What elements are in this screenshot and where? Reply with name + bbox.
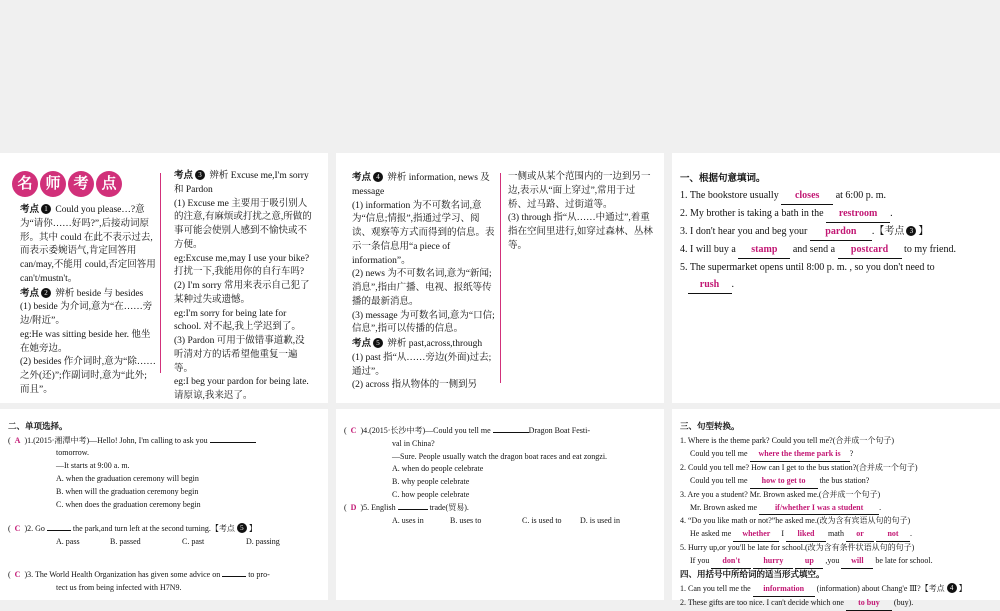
- badge-char: 点: [96, 171, 122, 197]
- choice-answer[interactable]: A: [14, 435, 21, 445]
- option: A. when the graduation ceremony will begin: [56, 473, 199, 483]
- choice-answer[interactable]: D: [350, 502, 357, 512]
- point-paragraph: (1) past 指“从……旁边(外面)过去;通过”。: [352, 352, 492, 377]
- section-title: 四、用括号中所给词的适当形式填空。: [680, 570, 825, 581]
- divider: [160, 173, 161, 373]
- answer-blank[interactable]: information: [753, 583, 815, 597]
- point-paragraph: (2) besides 作介词时,意为“除……之外(还)”;作副词时,意为“此外;而且”。: [20, 357, 156, 395]
- option: A. when do people celebrate: [392, 464, 484, 474]
- divider: [500, 173, 501, 383]
- option: C. when does the graduation ceremony begin: [56, 499, 201, 509]
- point-paragraph: 考点 4 辨析 information, news 及 message: [352, 172, 490, 197]
- point-paragraph: (1) beside 为介词,意为“在……旁边/附近”。: [20, 302, 153, 327]
- answer-blank[interactable]: not: [876, 528, 910, 542]
- exercise-body: [344, 425, 660, 527]
- choice-answer[interactable]: C: [14, 524, 21, 534]
- question: 3. Are you a student? Mr. Brown asked me.(合并成一个句子): [680, 489, 881, 499]
- point-paragraph: (2) I'm sorry 常用来表示自己犯了某种过失或遗憾。: [174, 281, 310, 305]
- answer-blank[interactable]: or: [846, 528, 874, 542]
- point-paragraph: 考点 1 Could you please…?意为“请你……好吗?”,后接动词原形。其中 could 在此不表示过去,而表示委婉语气,肯定回答用 can/may,不能用 could,否定回答用 can't/mustn't。: [20, 204, 156, 284]
- question-line: tect us from being infected with H7N9.: [56, 582, 182, 592]
- point-paragraph: (2) across 指从物体的一侧到另: [352, 380, 478, 391]
- question-continued: rush .: [680, 276, 992, 294]
- question-line: —Sure. People usually watch the dragon boat races and eat zongzi.: [392, 451, 608, 461]
- option: B. when will the graduation ceremony begin: [56, 486, 199, 496]
- answer-line: If you don't hurry up ,you will be late for school.: [680, 555, 996, 569]
- exercise-body: [680, 421, 996, 611]
- exercise-body: [8, 421, 324, 595]
- question: 1. Where is the theme park? Could you tell me?(合并成一个句子): [680, 435, 895, 445]
- option: B. why people celebrate: [392, 477, 470, 487]
- point-paragraph: eg:I beg your pardon for being late. 请原谅,我来迟了。: [174, 377, 309, 402]
- point-paragraph: 一侧或从某个范围内的一边到另一边,表示从“面上穿过”,常用于过桥、过马路、过街道等。: [508, 172, 651, 210]
- answer-blank[interactable]: if/whether I was a student: [759, 502, 879, 516]
- answer-blank[interactable]: how to get to: [750, 475, 818, 489]
- knowledge-panel-2: [336, 153, 664, 403]
- exercise-body: [680, 171, 992, 294]
- answer-blank[interactable]: stamp: [738, 241, 790, 259]
- question-line: val in China?: [392, 438, 435, 448]
- knowledge-panel-1: [0, 153, 328, 403]
- answer-blank[interactable]: to buy: [846, 597, 892, 611]
- question-line: —It starts at 9:00 a. m.: [56, 461, 130, 471]
- question: ( D )5. English trade(贸易).: [344, 502, 469, 512]
- exercise-panel-choice-1: [0, 409, 328, 600]
- point-paragraph: (3) message 为可数名词,意为“口信;信息”,指可以传播的信息。: [352, 310, 495, 335]
- question: 4. “Do you like math or not?”he asked me.(改为含有宾语从句的句子): [680, 516, 911, 526]
- answer-blank[interactable]: whether: [733, 528, 779, 542]
- answer-blank[interactable]: where the theme park is: [750, 448, 850, 462]
- question: ( C )4.(2015·长沙中考)—Could you tell me Dragon Boat Festi-: [344, 426, 590, 435]
- point-paragraph: (3) through 指“从……中通过”,着重指在空间里进行,如穿过森林、丛林等。: [508, 213, 653, 251]
- exercise-panel-choice-2: [336, 409, 664, 600]
- question: 4. I will buy a stamp and send a postcard to my friend.: [680, 241, 992, 259]
- answer-blank[interactable]: closes: [781, 187, 833, 205]
- section-title: 一、根据句意填词。: [680, 173, 766, 184]
- answer-line: Mr. Brown asked me if/whether I was a student .: [680, 502, 996, 516]
- question: ( C )2. Go the park,and turn left at the second turning.【考点 5 】: [8, 524, 257, 534]
- point-paragraph: 考点 2 辨析 beside 与 besides: [20, 287, 144, 299]
- point-paragraph: eg:I'm sorry for being late for school. 对不起,我上学迟到了。: [174, 308, 301, 333]
- answer-line: Could you tell me where the theme park is ?: [680, 448, 996, 462]
- point-paragraph: 考点 5 辨析 past,across,through: [352, 338, 483, 350]
- answer-blank[interactable]: postcard: [838, 241, 902, 259]
- answer-blank[interactable]: up: [795, 555, 823, 569]
- question: 1. Can you tell me the information (information) about Chang'e Ⅲ?【考点 4 】: [680, 583, 996, 597]
- point-paragraph: (1) Excuse me 主要用于吸引别人的注意,有麻烦或打扰之意,所做的事可能会使别人感到不愉快或不方便。: [174, 198, 312, 250]
- point-paragraph: eg:He was sitting beside her. 他坐在她旁边。: [20, 329, 151, 354]
- question: 2. These gifts are too nice. I can't decide which one to buy (buy).: [680, 597, 996, 611]
- answer-line: Could you tell me how to get to the bus station?: [680, 475, 996, 489]
- answer-blank[interactable]: restroom: [826, 205, 890, 223]
- options-row: A. pass B. passed C. past D. passing: [56, 537, 280, 547]
- badge-char: 名: [12, 171, 38, 197]
- point-column: [508, 171, 654, 254]
- section-title: 二、单项选择。: [8, 422, 68, 432]
- question: 2. Could you tell me? How can I get to the bus station?(合并成一个句子): [680, 462, 918, 472]
- point-paragraph: (3) Pardon 可用于做错事道歉,没听清对方的话希望他重复一遍等。: [174, 336, 305, 374]
- question: 2. My brother is taking a bath in the restroom .: [680, 205, 992, 223]
- question: ( A )1.(2015·湘潭中考)—Hello! John, I'm calling to ask you: [8, 435, 324, 448]
- options-row: A. uses in B. uses to C. is used to D. is used in: [392, 515, 620, 525]
- answer-blank[interactable]: rush: [688, 276, 732, 294]
- choice-answer[interactable]: C: [350, 426, 357, 435]
- answer-line: He asked me whether I liked math or not .: [680, 528, 996, 542]
- point-paragraph: 考点 3 辨析 Excuse me,I'm sorry 和 Pardon: [174, 170, 309, 195]
- badge-char: 师: [40, 171, 66, 197]
- question: ( C )3. The World Health Organization has given some advice on to pro-: [8, 569, 270, 579]
- point-paragraph: eg:Excuse me,may I use your bike? 打扰一下,我能用你的自行车吗?: [174, 253, 310, 278]
- option: C. how people celebrate: [392, 489, 470, 499]
- exercise-panel-sentence-transform: [672, 409, 1000, 608]
- point-paragraph: (1) information 为不可数名词,意为“信息;情报”,指通过学习、阅读、观察等方式而得到的信息。表示一条信息用“a piece of information”。: [352, 200, 495, 266]
- question-line: tomorrow.: [56, 448, 90, 458]
- point-column: [352, 171, 496, 393]
- exercise-panel-fill-words: [672, 153, 1000, 403]
- point-paragraph: (2) news 为不可数名词,意为“新闻;消息”,指由广播、电视、报纸等传播的最新消息。: [352, 269, 492, 307]
- answer-blank[interactable]: will: [841, 555, 873, 569]
- question: 1. The bookstore usually closes at 6:00 p. m.: [680, 187, 992, 205]
- point-column: [174, 169, 314, 404]
- choice-answer[interactable]: C: [14, 569, 21, 579]
- answer-blank[interactable]: hurry: [753, 555, 793, 569]
- question: 5. Hurry up,or you'll be late for school.(改为含有条件状语从句的句子): [680, 543, 915, 553]
- answer-blank[interactable]: liked: [786, 528, 826, 542]
- point-column: [20, 203, 156, 398]
- answer-blank[interactable]: pardon: [810, 223, 872, 241]
- question: 5. The supermarket opens until 8:00 p. m. , so you don't need to: [680, 262, 935, 274]
- section-title: 三、句型转换。: [680, 422, 740, 432]
- answer-blank[interactable]: don't: [711, 555, 751, 569]
- question: 3. I don't hear you and beg your pardon .【考点 3 】: [680, 223, 992, 241]
- badge-char: 考: [68, 171, 94, 197]
